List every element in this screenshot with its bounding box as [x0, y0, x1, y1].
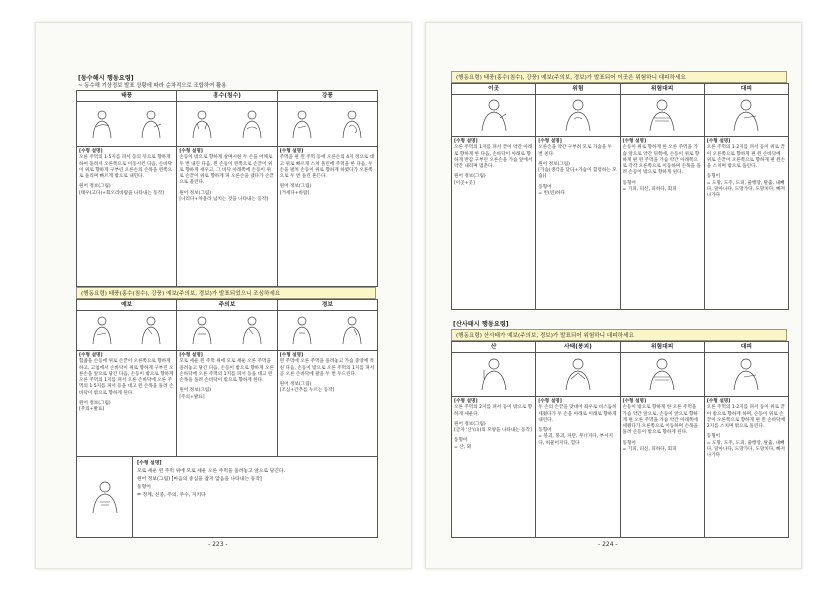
header-flood: 홍수(침수) [177, 91, 277, 101]
header-evac: 대피 [740, 344, 752, 350]
sign-figure-illustration [728, 98, 764, 132]
description-wind: [수형 설명] 주먹을 편 왼 주먹 등에 오른손의 4지 정으로 대고 위로 빠르게 스쳐 올린에 주먹을 한 다음, 두 손을 펼쳐 손등이 위로 향하게 하였다가 오른쪽으로 두 번 돌린 흔든다. 원어 정보(그림) [거세다+바람] [279, 149, 375, 196]
action-banner-evacuate: (행동요령) 태풍(홍수(침수), 강풍) 예보(주의보, 경보)가 발표되어 이곳은 위험하니 대피하세요 [451, 71, 787, 83]
sign-table-storm [76, 90, 378, 287]
caution-description-head: [수형 설명] [137, 461, 162, 466]
description-advisory: [수형 설명] 모로 세운 왼 주먹 위에 모로 세운 오른 주먹을 올려놓고 당긴 다음, 손등이 밖으로 향하게 오른 손바닥에 오른 주먹의 1지를 펴서 등을 대고 왼 손목을 돌려 손바닥이 밖으로 향하게 한다. 원어 정보(그림) [주의+발표] [177, 351, 277, 457]
sign-figure-illustration [136, 109, 166, 139]
sign-figure-illustration [337, 315, 367, 345]
right-page [425, 22, 802, 569]
left-page [35, 22, 412, 569]
description-danger-evac: [수형 설명] 손등이 위로 향하게 한 오른 주먹을 가슴 앞으로 약간 뒤쪽에, 손등이 위로 향하게 편 왼 주먹을 가슴 약간 아래쪽으로 각각 오른쪽으로 이동하며 손목을 돌려 손등이 밖으로 향하게 된다. 동형어 = 기피, 피신, 피하다, 회피 [621, 137, 705, 309]
caution-synonyms: = 정계, 신중, 주의, 주수, 지키다 [137, 493, 206, 498]
description-evac: [수형 설명] 오른 주먹의 1·2지를 펴서 등이 위로 끝이 오른쪽으로 향하게 편 왼 손바닥에 위로 손끝이 오른쪽으로 향하게 편 왼손을 스치며 밖으로 돌린다. 동형어 = 도망, 도주, 도피, 줄행랑, 탈출, 내빼다, 달아나다, 도망가다, 도망치다, 빠져나가다 [706, 139, 786, 199]
header-advisory: 주의보 [177, 300, 277, 310]
description-collapse: [수형 설명] 두 손의 손끝을 맞대어 좌우로 비스듬히 세웠다가 두 손을 아래로 이래로 향하게 내린다. 동형어 = 붕괴, 붕괴, 파탄, 무너지다, 부서지다, 허물어지다, 헐다 [536, 397, 620, 537]
illustration-row [77, 101, 377, 147]
header-evac: 대피 [740, 86, 752, 92]
sign-figure-illustration [136, 315, 166, 345]
sign-figure-illustration [476, 98, 512, 132]
sign-figure-illustration [644, 357, 680, 391]
sign-table-warning [76, 299, 378, 458]
description-flood: [수형 설명] 손등이 밖으로 향하게 살며시한 두 손을 어깨로 두 번 내린 다음, 왼 손등이 왼쪽으로 손끝이 위로 향하게 세우고, 그 바닥 아래쪽에 손등이 위로 손끝이 위로 향하게 펴 오른손을 댔다가 손끝으로 올린다. 원어 정보(그림) [나리다+차올라 넘치는 것을 나타내는 동작] [177, 147, 277, 286]
page-number-right: - 224 - [598, 541, 618, 548]
description-row [77, 351, 377, 457]
description-row [77, 147, 377, 286]
section-subtitle-flood: ~ 동수해 기상정보 발표 상황에 따라 순차적으로 조합하여 활용 [78, 83, 227, 89]
sign-figure-illustration [87, 480, 123, 514]
sign-box-caution [76, 456, 378, 538]
sign-figure-illustration [87, 315, 117, 345]
header-forecast: 예보 [77, 300, 177, 310]
illustration-row [77, 310, 377, 351]
description-here: [수형 설명] 오른 주먹의 1지를 펴서 끝이 약간 아래로 향하게 한 다음, 손바닥이 아래로 향하게 반갑 구부린 오른손을 가슴 앞에서 약간 내리며 멈춘다. 원어 정보(그림) [이곳+곳] [452, 137, 536, 309]
header-collapse: 사태(붕괴) [536, 342, 620, 352]
sign-figure-illustration [287, 109, 317, 139]
header-danger-evac: 위험대피 [621, 342, 705, 352]
caution-synonym-head: 동형어 [137, 485, 151, 490]
sign-figure-illustration [187, 109, 217, 139]
sign-figure-illustration [87, 109, 117, 139]
description-warning: [수형 설명] 왼 주먹에 오른 주먹을 올려놓고 가슴 중앙에 톡 친 다음, 손등이 밖으로 오른 주먹의 1지를 펴서 곧 오른 손바닥에 팔을 두 번 두드린다. 원어 정보(그림) [조심+간추를 누르는 동작] [279, 353, 375, 394]
header-wind: 강풍 [321, 93, 333, 99]
description-mountain: [수형 설명] 오른 주먹의 2지를 펴서 등이 밖으로 향하게 세운다. 원어 정보(그림) [글자 '산'(山)의 모양을 나타내는 동작] 동형어 = 산, 뫼 [452, 397, 536, 537]
description-row [452, 137, 788, 309]
header-mountain: 산 [452, 342, 536, 352]
page-number-left: - 223 - [208, 541, 228, 548]
illustration-row [452, 94, 788, 137]
sign-figure-illustration [287, 315, 317, 345]
description-row [452, 397, 788, 537]
sign-table-evacuate [451, 83, 789, 310]
sign-table-landslide [451, 341, 789, 538]
sign-figure-illustration [337, 109, 367, 139]
header-here: 이곳 [452, 84, 536, 94]
sign-figure-illustration [560, 98, 596, 132]
header-warning: 경보 [321, 302, 333, 308]
header-typhoon: 태풍 [77, 91, 177, 101]
header-danger: 위험 [536, 84, 620, 94]
sign-figure-illustration [644, 98, 680, 132]
action-banner-landslide: (행동요령) 산사태가 예보(주의보, 경보)가 발표되어 위험하니 대피하세요 [451, 329, 787, 341]
header-danger-evac: 위험대피 [621, 84, 705, 94]
section-title-landslide: [산사태시 행동요령] [453, 321, 509, 328]
description-forecast: [수형 설명] 힘줍을 손등에 위로 손끝이 오른쪽으로 향하게 하고, 고침에서 손바닥이 위로 향하게 구부린 오른손을 앞으로 당긴 다음, 손등이 밖으로 향하게 오른 주먹의 1지를 펴서 오른 손바닥에 오른 주먹의 1·5지를 펴서 등을 대고 왼 손목을 돌려 손바닥이 밖으로 향하게 된다. 원어 정보(그림) [주의+발표] [77, 351, 177, 457]
description-typhoon: [수형 설명] 오른 주먹의 1·5지를 펴서 동의 뒤으로 향하게 하여 돌려서 오른쪽으로 이동시킨 다음, 손바닥이 위로 향하게 구부린 오른손의 손목을 왼쪽으로 돌리며 빠르게 밖으로 내민다. 원어 정보(그림) [태우(고다)+회오리바람을 나타내는 동작] [77, 147, 177, 286]
illustration-row [452, 352, 788, 397]
sign-figure-illustration [476, 357, 512, 391]
sign-figure-illustration [237, 315, 267, 345]
section-title-flood: [동수해시 행동요령] [78, 75, 134, 82]
caution-description-body: 모로 세운 왼 주먹 위에 모로 세운 오른 주먹을 올려놓고 앞으로 당긴다. [137, 469, 286, 474]
sign-figure-illustration [237, 109, 267, 139]
description-evac: [수형 설명] 오른 주먹의 1·2지를 펴서 등이 위로 끝이 밖으로 향하게 하며, 손등이 위로 손끝이 오른쪽으로 향하게 편 왼 손바닥에 2지를 스치며 밖으로 돌린다. 동형어 = 도망, 도주, 도피, 줄행랑, 탈출, 내빼다, 달아나다, 도망가다, 도망치다, 빠져나가다 [706, 399, 786, 459]
description-danger-evac: [수형 설명] 손등이 밖으로 향하게 한 오른 주먹을 가슴 약간 앞으로, 손등이 앞으로 향하게 편 오른 주먹을 가슴 약간 아래쪽에 세웠다가 오른쪽으로 이동하며 손목을 돌려 손등이 밖으로 향하게 된다. 동형어 = 기피, 피신, 피하다, 회피 [621, 397, 705, 537]
caution-gloss: 원어 정보(그림) [마음의 중심을 잡지 않음을 나타내는 동작] [137, 477, 262, 482]
sign-figure-illustration [187, 315, 217, 345]
sign-figure-illustration [560, 357, 596, 391]
sign-figure-illustration [728, 357, 764, 391]
action-banner-caution: (행동요령) 태풍(홍수(침수), 강풍) 예보(주의보, 경보)가 발표되었으니 조심하세요 [76, 287, 376, 299]
description-danger: [수형 설명] 오른손을 약간 구부려 모로 가슴을 두 번 친다. 원어 정보(그림) [가슴(생각을 닫다+가슴이 힐렁하는 모습)] 동형어 = 빈(빈)하다 [536, 137, 620, 309]
